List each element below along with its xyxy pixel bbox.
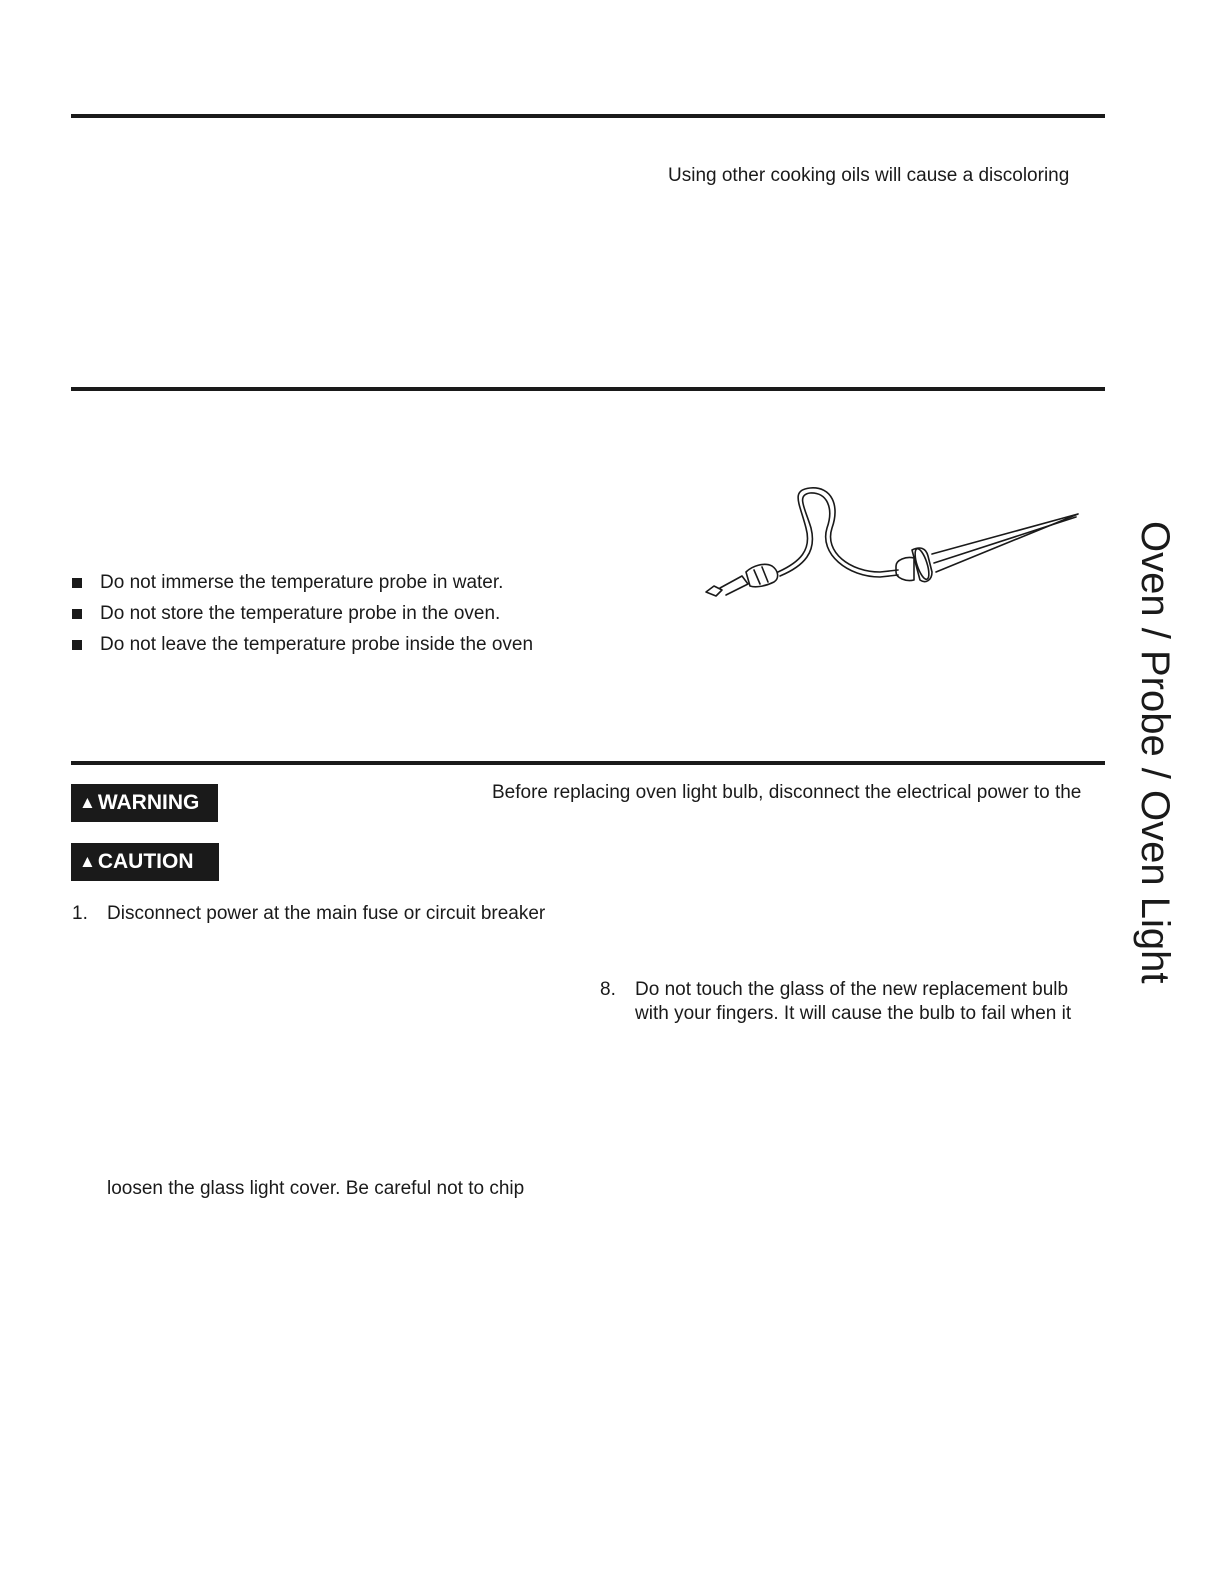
glass-cover-text: loosen the glass light cover. Be careful not to chip [107,1178,525,1199]
caution-badge [71,843,219,881]
side-tab-label: Oven / Probe / Oven Light [1133,520,1177,984]
probe-bullet-text: Do not store the temperature probe in the oven. [100,603,501,624]
section-divider-top [71,114,1105,118]
warning-text: Before replacing oven light bulb, disconnect the electrical power to the [492,782,1082,803]
step-text: Do not touch the glass of the new replacement bulb [635,979,1069,1000]
warning-badge [71,784,218,822]
section-divider-probe [71,387,1105,391]
step-8 [600,979,1068,1001]
probe-bullet-text: Do not leave the temperature probe inside the oven [100,634,534,655]
section-side-tab [1133,522,1177,982]
section-divider-light [71,761,1105,765]
step-8-continuation: with your fingers. It will cause the bulb to fail when it [635,1003,1072,1024]
temperature-probe-illustration [700,480,1090,605]
oil-discoloring-text: Using other cooking oils will cause a discoloring [668,165,1070,186]
warning-triangle-icon: ▲ [79,793,96,812]
caution-label: CAUTION [97,850,194,873]
bullet-square-icon [72,640,82,650]
step-1 [72,903,545,925]
bullet-square-icon [72,609,82,619]
probe-bullet-text: Do not immerse the temperature probe in water. [100,572,504,593]
warning-label: WARNING [97,791,200,814]
step-number: 8. [600,979,616,1000]
step-number: 1. [72,903,88,924]
warning-triangle-icon: ▲ [79,852,96,871]
step-text: Disconnect power at the main fuse or circuit breaker [107,903,546,924]
probe-bullet-item [72,603,500,625]
bullet-square-icon [72,578,82,588]
probe-bullet-item [72,634,533,656]
probe-bullet-item [72,572,503,594]
